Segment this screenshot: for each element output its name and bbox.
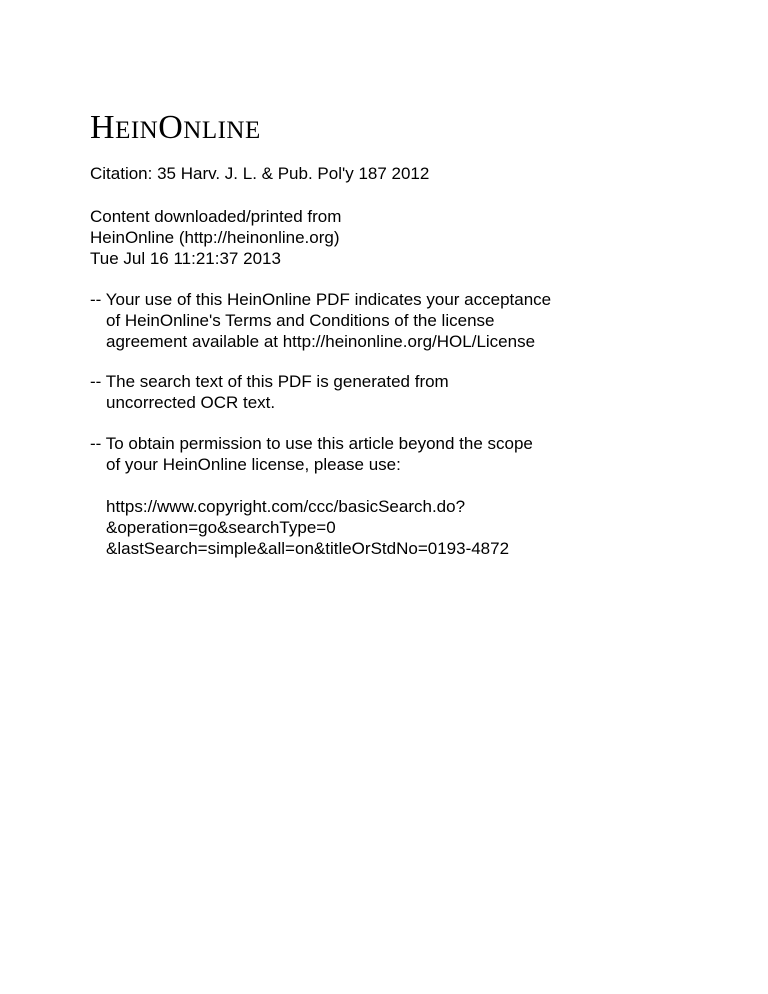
terms-notice-line-2: of HeinOnline's Terms and Conditions of the license (106, 311, 495, 330)
permission-url-line-2: &operation=go&searchType=0 (106, 518, 336, 537)
citation-text: Citation: 35 Harv. J. L. & Pub. Pol'y 187 2012 (90, 164, 430, 183)
terms-notice-line-3: agreement available at http://heinonline.org/HOL/License (106, 332, 536, 351)
terms-notice-line-1: -- Your use of this HeinOnline PDF indicates your acceptance (90, 290, 552, 309)
heinonline-logo: HEINONLINE (90, 109, 261, 146)
download-timestamp: Tue Jul 16 11:21:37 2013 (90, 249, 281, 268)
permission-url-line-3: &lastSearch=simple&all=on&titleOrStdNo=0193-4872 (106, 539, 510, 558)
ocr-notice-line-1: -- The search text of this PDF is generated from (90, 372, 449, 391)
download-source-line-1: Content downloaded/printed from (90, 207, 342, 226)
permission-url-line-1: https://www.copyright.com/ccc/basicSearch.do? (106, 497, 466, 516)
permission-notice-line-1: -- To obtain permission to use this article beyond the scope (90, 434, 533, 453)
download-source-line-2: HeinOnline (http://heinonline.org) (90, 228, 340, 247)
ocr-notice-line-2: uncorrected OCR text. (106, 393, 276, 412)
permission-notice-line-2: of your HeinOnline license, please use: (106, 455, 401, 474)
